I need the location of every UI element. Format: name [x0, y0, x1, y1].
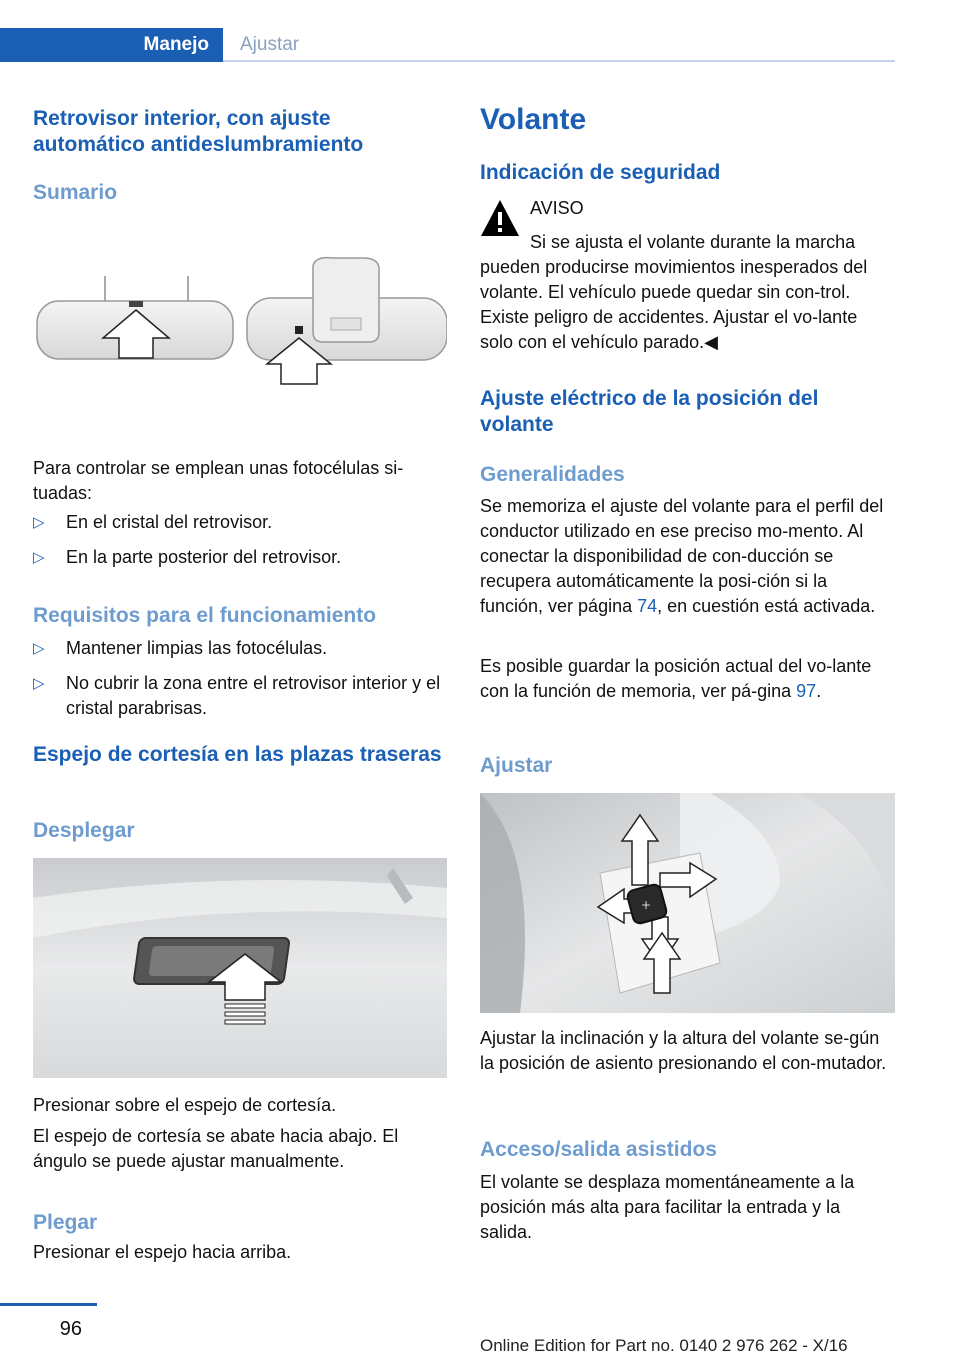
- subtitle-ajustar: Ajustar: [480, 754, 553, 777]
- subtitle-desplegar: Desplegar: [33, 819, 135, 842]
- mirror-figure: [33, 246, 447, 406]
- section-title-volante: Volante: [480, 103, 587, 136]
- para-ajustar: Ajustar la inclinación y la altura del volante se‐gún la posición de asiento presionando el con‐mutador.: [480, 1028, 887, 1073]
- steering-switch-illustration-icon: [480, 793, 895, 1013]
- triangle-bullet-icon: ▷: [33, 514, 45, 531]
- subtitle-generalidades: Generalidades: [480, 463, 625, 486]
- list-item: ▷ Mantener limpias las fotocélulas.: [33, 636, 447, 661]
- subtitle-sumario: Sumario: [33, 181, 118, 204]
- list-item: ▷ En la parte posterior del retrovisor.: [33, 545, 447, 570]
- subtitle-plegar: Plegar: [33, 1211, 98, 1234]
- subtitle-ajuste-electrico: Ajuste eléctrico de la posición del volante: [480, 387, 819, 436]
- triangle-bullet-icon: ▷: [33, 640, 45, 657]
- para-fotocelulas: Para controlar se emplean unas fotocélulas si‐tuadas:: [33, 458, 404, 503]
- mirror-illustration-icon: [33, 246, 447, 406]
- section-title-espejo: Espejo de cortesía en las plazas traseras: [33, 743, 442, 766]
- tab-ajustar[interactable]: Ajustar: [240, 34, 300, 55]
- section-title-retrovisor: Retrovisor interior, con ajuste automático antideslumbramiento: [33, 107, 364, 156]
- page-link-74[interactable]: 74: [637, 596, 658, 616]
- top-nav: [0, 28, 895, 62]
- svg-text:+: +: [641, 898, 652, 912]
- aviso-label: AVISO: [530, 198, 584, 218]
- list-item: ▷ En el cristal del retrovisor.: [33, 510, 447, 535]
- para-presionar-espejo: Presionar sobre el espejo de cortesía.: [33, 1095, 337, 1115]
- vanity-mirror-figure: [33, 858, 447, 1078]
- para-acceso: El volante se desplaza momentáneamente a la posición más alta para facilitar la entrada y la salida.: [480, 1172, 855, 1242]
- footer-divider: [0, 1303, 97, 1306]
- subtitle-requisitos: Requisitos para el funcionamiento: [33, 604, 377, 627]
- header-divider: [223, 60, 895, 62]
- para-plegar: Presionar el espejo hacia arriba.: [33, 1242, 292, 1262]
- page-number: 96: [59, 1318, 82, 1340]
- para-generalidades: Se memoriza el ajuste del volante para el perfil del conductor utilizado en ese preciso mo‐mento. Al conectar la disponibilidad de con‐ducción se recupera automáticamente la posi‐ción si la función, ver página 74, en cuestión está activada.: [480, 496, 884, 616]
- triangle-bullet-icon: ▷: [33, 549, 45, 566]
- subtitle-acceso: Acceso/salida asistidos: [480, 1138, 717, 1161]
- para-memoria: Es posible guardar la posición actual del vo‐lante con la función de memoria, ver pá‐gina 97.: [480, 656, 872, 701]
- vanity-mirror-illustration-icon: [33, 858, 447, 1078]
- subtitle-seguridad: Indicación de seguridad: [480, 161, 721, 184]
- fotocelulas-list: [33, 510, 447, 580]
- steering-switch-figure: [480, 793, 895, 1013]
- page-link-97[interactable]: 97: [796, 681, 817, 701]
- footer-edition: Online Edition for Part no. 0140 2 976 262 - X/16: [480, 1336, 848, 1355]
- tab-manejo[interactable]: Manejo: [0, 28, 223, 62]
- requisitos-list: [33, 636, 447, 731]
- list-item: ▷ No cubrir la zona entre el retrovisor interior y el cristal parabrisas.: [33, 673, 441, 718]
- aviso-text: Si se ajusta el volante durante la marcha pueden producirse movimientos inesperados del volante. El vehículo puede quedar sin con‐trol. Existe peligro de accidentes. Ajustar el vo‐lante solo con el vehículo parado.◀: [480, 232, 868, 352]
- para-abate: El espejo de cortesía se abate hacia abajo. El ángulo se puede ajustar manualmente.: [33, 1126, 399, 1171]
- triangle-bullet-icon: ▷: [33, 675, 45, 692]
